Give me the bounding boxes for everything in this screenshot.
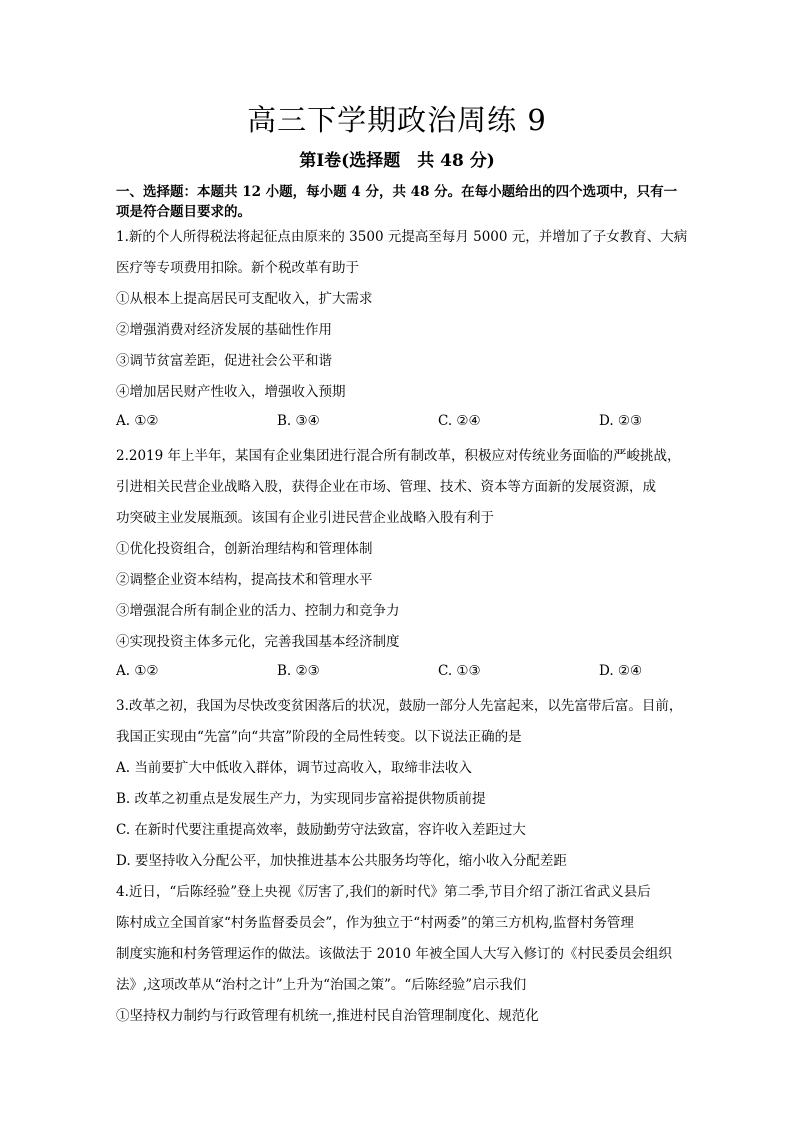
q3-choice-b[interactable]: B. 改革之初重点是发展生产力，为实现同步富裕提供物质前提	[116, 791, 486, 807]
q2-item-2: ②调整企业资本结构，提高技术和管理水平	[116, 572, 373, 588]
q2-item-4: ④实现投资主体多元化，完善我国基本经济制度	[116, 634, 400, 650]
q2-option-a[interactable]: A. ①②	[116, 663, 159, 679]
q4-stem-line-2: 陈村成立全国首家“村务监督委员会”，作为独立于“村两委”的第三方机构,监督村务管理	[116, 915, 634, 931]
q1-option-a[interactable]: A. ①②	[116, 413, 159, 429]
q1-stem-line-1: 1.新的个人所得税法将起征点由原来的 3500 元提高至每月 5000 元，并增加了子女教育、大病	[116, 229, 688, 245]
q2-option-d[interactable]: D. ②④	[599, 663, 643, 679]
q4-item-1: ①坚持权力制约与行政管理有机统一,推进村民自治管理制度化、规范化	[116, 1008, 539, 1024]
q1-item-3: ③调节贫富差距，促进社会公平和谐	[116, 353, 332, 369]
q1-option-c[interactable]: C. ②④	[438, 413, 481, 429]
q2-item-3: ③增强混合所有制企业的活力、控制力和竞争力	[116, 603, 400, 619]
q2-stem-line-2: 引进相关民营企业战略入股，获得企业在市场、管理、技术、资本等方面新的发展资源，成	[116, 479, 656, 495]
q4-stem-line-3: 制度实施和村务管理运作的做法。该做法于 2010 年被全国人大写入修订的《村民委员会组织	[116, 946, 672, 962]
q3-choice-a[interactable]: A. 当前要扩大中低收入群体，调节过高收入，取缔非法收入	[116, 760, 472, 776]
q1-options	[116, 413, 686, 433]
q4-stem-line-1: 4.近日，“后陈经验”登上央视《厉害了,我们的新时代》第二季,节目介绍了浙江省武义县后	[116, 884, 651, 900]
q3-stem-line-2: 我国正实现由“先富”向“共富”阶段的全局性转变。以下说法正确的是	[116, 729, 522, 745]
q2-options	[116, 663, 686, 683]
q2-stem-line-3: 功突破主业发展瓶颈。该国有企业引进民营企业战略入股有利于	[116, 510, 494, 526]
q2-option-b[interactable]: B. ②③	[277, 663, 320, 679]
section-subtitle: 第Ⅰ卷(选择题 共 48 分)	[299, 151, 495, 171]
q1-option-d[interactable]: D. ②③	[599, 413, 643, 429]
instructions-line-2: 项是符合题目要求的。	[116, 204, 251, 220]
q3-choice-d[interactable]: D. 要坚持收入分配公平，加快推进基本公共服务均等化，缩小收入分配差距	[116, 853, 567, 869]
q1-stem-line-2: 医疗等专项费用扣除。新个税改革有助于	[116, 260, 359, 276]
q2-stem-line-1: 2.2019 年上半年，某国有企业集团进行混合所有制改革，积极应对传统业务面临的严峻挑战，	[116, 448, 681, 464]
q3-stem-line-1: 3.改革之初，我国为尽快改变贫困落后的状况，鼓励一部分人先富起来，以先富带后富。目前，	[116, 698, 683, 714]
instructions-line-1: 一、选择题：本题共 12 小题，每小题 4 分，共 48 分。在每小题给出的四个选项中，只有一	[116, 184, 678, 200]
q1-option-b[interactable]: B. ③④	[277, 413, 320, 429]
q2-option-c[interactable]: C. ①③	[438, 663, 481, 679]
page-title: 高三下学期政治周练 9	[247, 103, 547, 137]
q2-item-1: ①优化投资组合，创新治理结构和管理体制	[116, 541, 373, 557]
q1-item-2: ②增强消费对经济发展的基础性作用	[116, 322, 332, 338]
q4-stem-line-4: 法》,这项改革从“治村之计”上升为“治国之策”。“后陈经验”启示我们	[116, 977, 527, 993]
q1-item-1: ①从根本上提高居民可支配收入，扩大需求	[116, 291, 373, 307]
q1-item-4: ④增加居民财产性收入，增强收入预期	[116, 384, 346, 400]
q3-choice-c[interactable]: C. 在新时代要注重提高效率，鼓励勤劳守法致富，容许收入差距过大	[116, 822, 526, 838]
